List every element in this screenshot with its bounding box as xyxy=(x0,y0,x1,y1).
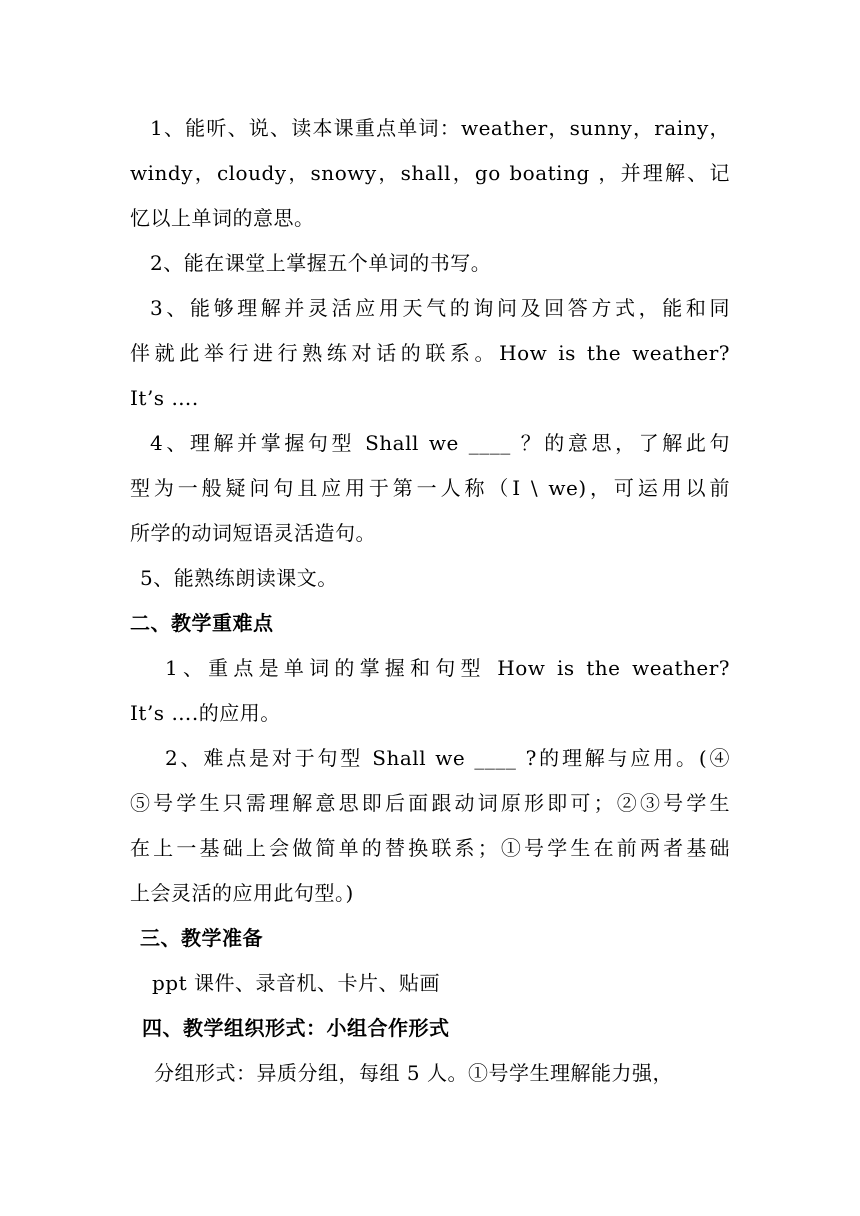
key-point-1-line-2: It’s ….的应用。 xyxy=(130,701,281,725)
section-2-heading: 二、教学重难点 xyxy=(130,611,274,635)
objective-1-line-1: 1、能听、说、读本课重点单词：weather，sunny，rainy， xyxy=(150,116,730,140)
key-point-2-line-2: ⑤号学生只需理解意思即后面跟动词原形即可；②③号学生 xyxy=(130,791,730,815)
section-3-heading: 三、教学准备 xyxy=(140,926,263,950)
objective-4-line-3: 所学的动词短语灵活造句。 xyxy=(130,521,376,545)
key-point-2-line-4: 上会灵活的应用此句型。) xyxy=(130,881,354,905)
key-point-1-line-1: 1、重点是单词的掌握和句型 How is the weather? xyxy=(165,656,730,680)
objective-3-line-3: It’s …. xyxy=(130,386,199,410)
objective-1-line-3: 忆以上单词的意思。 xyxy=(130,206,315,230)
key-point-2-line-1: 2、难点是对于句型 Shall we ____ ?的理解与应用。(④ xyxy=(165,746,730,770)
key-point-2-line-3: 在上一基础上会做简单的替换联系；①号学生在前两者基础 xyxy=(130,836,730,860)
objective-5: 5、能熟练朗读课文。 xyxy=(140,566,338,590)
objective-4-line-2: 型为一般疑问句且应用于第一人称（I \ we)，可运用以前 xyxy=(130,476,730,500)
objective-2: 2、能在课堂上掌握五个单词的书写。 xyxy=(150,251,492,275)
objective-1-line-2: windy，cloudy，snowy，shall，go boating ，并理解、记 xyxy=(130,161,730,185)
objective-4-line-1: 4、理解并掌握句型 Shall we ____ ？的意思，了解此句 xyxy=(150,431,730,455)
objective-3-line-2: 伴就此举行进行熟练对话的联系。How is the weather? xyxy=(130,341,730,365)
preparation-list: ppt 课件、录音机、卡片、贴画 xyxy=(152,971,440,995)
objective-3-line-1: 3、能够理解并灵活应用天气的询问及回答方式，能和同 xyxy=(150,296,730,320)
section-4-heading: 四、教学组织形式：小组合作形式 xyxy=(142,1016,450,1040)
grouping-description: 分组形式：异质分组，每组 5 人。①号学生理解能力强， xyxy=(154,1061,673,1085)
